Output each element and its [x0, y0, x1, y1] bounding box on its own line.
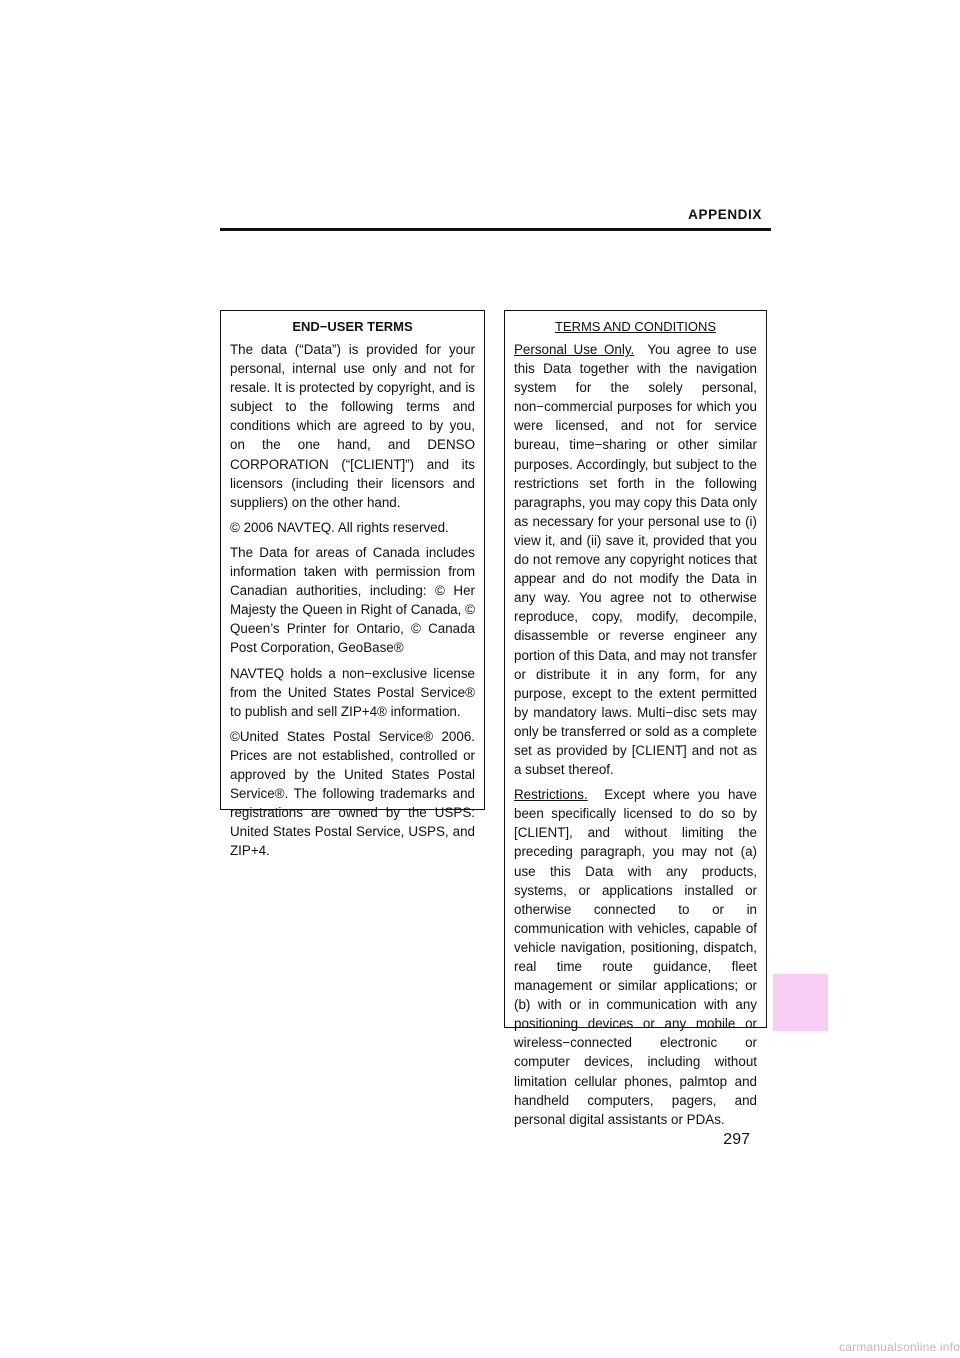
- personal-use-text: You agree to use this Data together with the navigation system for the solely personal, non−commercial purposes for which you were licensed, and not for service bureau, time−sharing or other similar purposes. Accordingly, but subject to the restrictions set forth in the following paragraphs, you may copy this Data only as necessary for your personal use to (i) view it, and (ii) save it, provided that you do not remove any copyright notices that appear and do not modify the Data in any way. You agree not to otherwise reproduce, copy, modify, decompile, disassemble or reverse engineer any portion of this Data, and may not transfer or distribute it in any form, for any purpose, except to the extent permitted by mandatory laws. Multi−disc sets may only be transferred or sold as a complete set as provided by [CLIENT] and not as a subset thereof.: [514, 342, 757, 778]
- terms-and-conditions-title: TERMS AND CONDITIONS: [554, 319, 717, 334]
- header-rule: [220, 228, 771, 231]
- restrictions-section: [514, 785, 757, 1129]
- restrictions-text: Except where you have been specifically licensed to do so by [CLIENT], and without limiting the preceding paragraph, you may not (a) use this Data with any products, systems, or applications installed or otherwise connected to or in communication with vehicles, capable of vehicle navigation, positioning, dispatch, real time route guidance, fleet management or similar applications; or (b) with or in communication with any positioning devices or any mobile or wireless−connected electronic or computer devices, including without limitation cellular phones, palmtop and handheld computers, pagers, and personal digital assistants or PDAs.: [514, 787, 757, 1127]
- personal-use-section: [514, 340, 757, 779]
- page-number: 297: [723, 1131, 750, 1148]
- section-title: APPENDIX: [688, 207, 762, 222]
- copyright-paragraph: © 2006 NAVTEQ. All rights reserved.: [230, 519, 449, 535]
- watermark: carmanualsonline.info: [839, 1340, 960, 1354]
- restrictions-heading: Restrictions.: [514, 787, 588, 803]
- personal-use-heading: Personal Use Only.: [514, 342, 635, 357]
- terms-and-conditions-box: [504, 310, 767, 1127]
- canada-data-paragraph: The Data for areas of Canada includes information taken with permission from Canadian authorities, including: © Her Majesty the Queen in Right of Canada, © Queen’s Printer for Ontario, © Canada Post Corporation, GeoBase®: [230, 544, 475, 656]
- end-user-terms-title: END−USER TERMS: [292, 319, 413, 334]
- section-tab-marker: [773, 974, 828, 1031]
- end-user-terms-box: [220, 310, 485, 859]
- terms-paragraph: The data (“Data”) is provided for your personal, internal use only and not for resale. It is protected by copyright, and is subject to the following terms and conditions which are agreed to by you, on the one hand, and DENSO CORPORATION (“[CLIENT]”) and its licensors (including their licensors and suppliers) on the other hand.: [230, 342, 475, 510]
- usps-trademark-paragraph: ©United States Postal Service® 2006. Prices are not established, controlled or approved by the United States Postal Service®. The following trademarks and registrations are owned by the USPS: United States Postal Service, USPS, and ZIP+4.: [230, 728, 475, 859]
- usps-license-paragraph: NAVTEQ holds a non−exclusive license from the United States Postal Service® to publish and sell ZIP+4® information.: [230, 665, 475, 719]
